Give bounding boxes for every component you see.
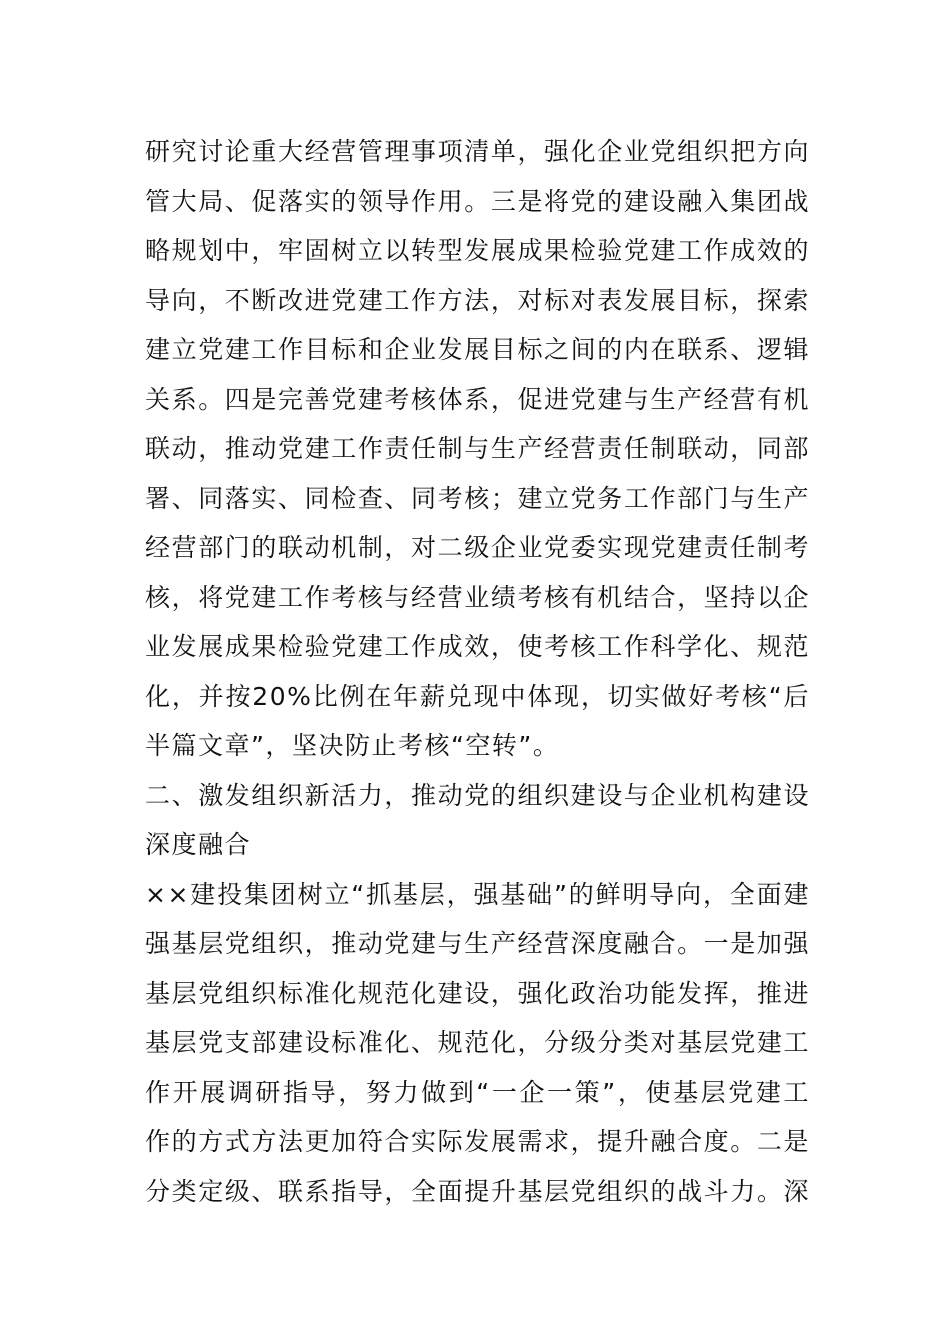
section-heading-line-1: 二、激发组织新活力，推动党的组织建设与企业机构建设 [145, 780, 810, 810]
text-line-6: 关系。四是完善党建考核体系，促进党建与生产经营有机 [145, 384, 810, 414]
document-body [145, 127, 810, 1216]
text-line-8: 署、同落实、同检查、同考核；建立党务工作部门与生产 [145, 483, 810, 513]
text-line-13: 半篇文章”，坚决防止考核“空转”。 [145, 731, 560, 760]
text-line-17: 强基层党组织，推动党建与生产经营深度融合。一是加强 [145, 929, 810, 958]
text-line-10: 核，将党建工作考核与经营业绩考核有机结合，坚持以企 [145, 582, 810, 612]
text-line-4: 导向，不断改进党建工作方法，对标对表发展目标，探索 [145, 285, 810, 315]
text-line-3: 略规划中，牢固树立以转型发展成果检验党建工作成效的 [145, 236, 810, 265]
text-line-9: 经营部门的联动机制，对二级企业党委实现党建责任制考 [145, 533, 810, 562]
text-line-18: 基层党组织标准化规范化建设，强化政治功能发挥，推进 [145, 978, 810, 1008]
text-line-12: 化，并按20%比例在年薪兑现中体现，切实做好考核“后 [145, 681, 810, 711]
text-line-20: 作开展调研指导，努力做到“一企一策”，使基层党建工 [145, 1077, 810, 1107]
section-heading-line-2: 深度融合 [145, 830, 252, 859]
text-line-2: 管大局、促落实的领导作用。三是将党的建设融入集团战 [145, 186, 810, 216]
text-line-21: 作的方式方法更加符合实际发展需求，提升融合度。二是 [145, 1127, 810, 1156]
text-line-11: 业发展成果检验党建工作成效，使考核工作科学化、规范 [145, 632, 810, 661]
text-line-19: 基层党支部建设标准化、规范化，分级分类对基层党建工 [145, 1028, 810, 1057]
text-line-5: 建立党建工作目标和企业发展目标之间的内在联系、逻辑 [145, 335, 810, 364]
text-line-7: 联动，推动党建工作责任制与生产经营责任制联动，同部 [145, 434, 810, 463]
text-line-1: 研究讨论重大经营管理事项清单，强化企业党组织把方向 [145, 137, 810, 166]
text-line-16: ××建投集团树立“抓基层，强基础”的鲜明导向，全面建 [145, 879, 810, 909]
text-line-22: 分类定级、联系指导，全面提升基层党组织的战斗力。深 [145, 1176, 810, 1206]
